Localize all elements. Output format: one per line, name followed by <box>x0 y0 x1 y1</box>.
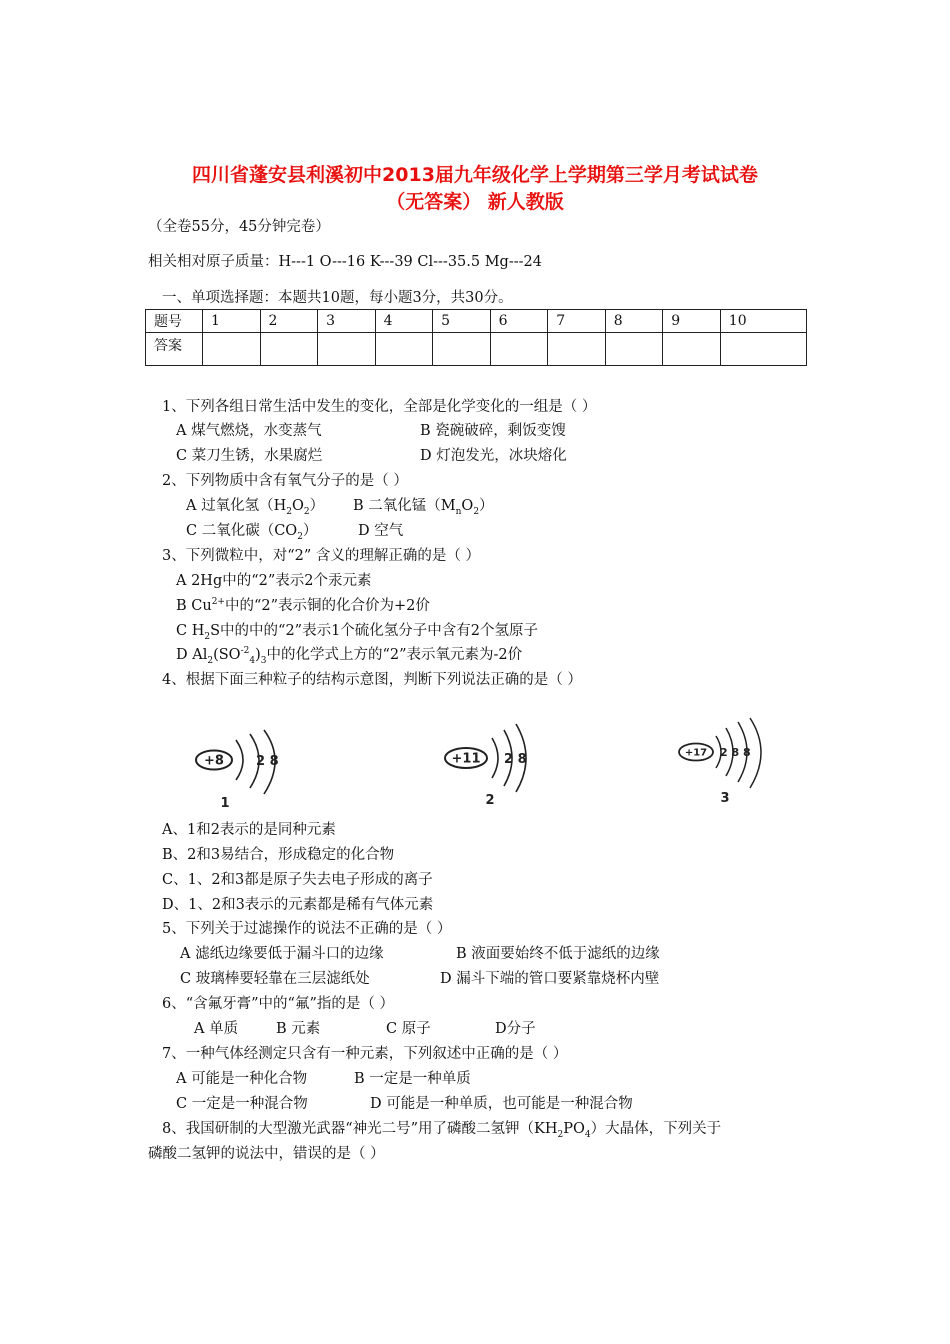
diagram-label: 1 <box>220 796 230 811</box>
table-number-cell: 7 <box>548 310 606 333</box>
electron-shell-arc <box>492 738 498 778</box>
q5-stem: 5、下列关于过滤操作的说法不正确的是（ ） <box>162 921 452 937</box>
exam-title-line1: 四川省蓬安县利溪初中2013届九年级化学上学期第三学月考试试卷 <box>192 164 758 186</box>
q4-option-d: D、1、2和3表示的元素都是稀有气体元素 <box>162 897 434 913</box>
q2-option-c: C 二氧化碳$(CO_2)$ <box>186 523 318 542</box>
q4-stem: 4、根据下面三种粒子的结构示意图，判断下列说法正确的是（ ） <box>162 672 582 688</box>
q2-stem: 2、下列物质中含有氧气分子的是（ ） <box>162 473 408 489</box>
answer-table-number-row <box>146 310 807 333</box>
shell-electrons: 2 8 8 <box>720 746 751 759</box>
table-head-answer: 答案 <box>146 333 203 366</box>
q7-option-c: C 一定是一种混合物 <box>176 1096 308 1112</box>
atom-structure-diagram-3 <box>676 716 796 806</box>
q3-stem: 3、下列微粒中，对“2” 含义的理解正确的是（ ） <box>162 548 480 564</box>
answer-cell <box>548 333 606 366</box>
electron-shell-arc <box>236 740 243 780</box>
q2-option-a: A 过氧化氢$(H_2O_2)$ <box>186 498 325 517</box>
q4-option-b: B、2和3易结合，形成稳定的化合物 <box>162 847 395 863</box>
q2-option-d: D 空气 <box>358 523 404 539</box>
nucleus-charge: +17 <box>684 747 708 759</box>
answer-table-answer-row <box>146 333 807 366</box>
answer-cell <box>433 333 491 366</box>
q5-option-a: A 滤纸边缘要低于漏斗口的边缘 <box>180 946 384 962</box>
q6-stem: 6、“含氟牙膏”中的“氟”指的是（ ） <box>162 996 394 1012</box>
q1-option-b: B 瓷碗破碎，剩饭变馊 <box>420 423 566 439</box>
q3-option-d: D $Al_2(SO^{-2}_4)_3$中的化学式上方的“2”表示氧元素为-2价 <box>176 646 523 666</box>
table-number-cell: 8 <box>605 310 663 333</box>
q7-option-a: A 可能是一种化合物 <box>176 1071 308 1087</box>
answer-cell <box>260 333 318 366</box>
q1-option-c: C 菜刀生锈，水果腐烂 <box>176 448 323 464</box>
answer-cell <box>605 333 663 366</box>
q4-option-a: A、1和2表示的是同种元素 <box>162 822 336 838</box>
exam-title-line2: （无答案） 新人教版 <box>386 191 564 213</box>
answer-cell <box>318 333 376 366</box>
q1-stem: 1、下列各组日常生活中发生的变化，全部是化学变化的一组是（ ） <box>162 399 597 415</box>
q7-option-b: B 一定是一种单质 <box>354 1071 471 1087</box>
table-number-cell: 5 <box>433 310 491 333</box>
shell-electrons: 2 8 <box>504 752 527 767</box>
q5-option-d: D 漏斗下端的管口要紧靠烧杯内壁 <box>440 971 660 987</box>
diagram-label: 3 <box>720 791 730 806</box>
electron-shell-arc <box>750 718 761 788</box>
table-number-cell: 2 <box>260 310 318 333</box>
answer-table <box>145 309 807 366</box>
table-number-cell: 9 <box>663 310 721 333</box>
q5-option-c: C 玻璃棒要轻靠在三层滤纸处 <box>180 971 370 987</box>
q2-option-b: B 二氧化锰$(M_nO_2)$ <box>353 498 494 517</box>
nucleus-charge: +8 <box>204 753 224 769</box>
atomic-mass-line: 相关相对原子质量：H---1 O---16 K---39 Cl---35.5 Mg---24 <box>148 254 542 270</box>
q6-option-a: A 单质 <box>194 1021 239 1037</box>
table-number-cell: 3 <box>318 310 376 333</box>
table-head-number: 题号 <box>146 310 203 333</box>
atom-structure-diagram-1 <box>192 728 302 812</box>
q5-option-b: B 液面要始终不低于滤纸的边缘 <box>456 946 660 962</box>
q3-option-c: C $H_2S$中的中的“2”表示1个硫化氢分子中含有2个氢原子 <box>176 623 539 642</box>
diagram-label: 2 <box>485 793 495 808</box>
answer-cell <box>663 333 721 366</box>
shell-electrons: 2 8 <box>256 754 279 769</box>
q6-option-c: C 原子 <box>386 1021 431 1037</box>
q6-option-b: B 元素 <box>276 1021 321 1037</box>
q1-option-d: D 灯泡发光，冰块熔化 <box>420 448 567 464</box>
q1-option-a: A 煤气燃烧，水变蒸气 <box>176 423 322 439</box>
q3-option-b: B $Cu^{2+}$中的“2”表示铜的化合价为+2价 <box>176 597 430 614</box>
atom-structure-diagram-2 <box>440 722 550 808</box>
answer-cell <box>720 333 806 366</box>
answer-cell <box>203 333 261 366</box>
q8-stem: 8、我国研制的大型激光武器“神光二号”用了磷酸二氢钾$(KH_2PO_4)$大晶体，下列关于 <box>162 1121 722 1140</box>
q3-option-a: A 2Hg中的“2”表示2个汞元素 <box>176 573 372 589</box>
section-heading: 一、单项选择题：本题共10题，每小题3分，共30分。 <box>162 290 513 306</box>
table-number-cell: 6 <box>490 310 548 333</box>
q7-stem: 7、一种气体经测定只含有一种元素，下列叙述中正确的是（ ） <box>162 1046 568 1062</box>
q4-option-c: C、1、2和3都是原子失去电子形成的离子 <box>162 872 433 888</box>
q7-option-d: D 可能是一种单质，也可能是一种混合物 <box>370 1096 633 1112</box>
nucleus-charge: +11 <box>451 751 481 767</box>
q6-option-d: D分子 <box>495 1021 536 1037</box>
exam-note: （全卷55分，45分钟完卷） <box>148 219 330 235</box>
answer-cell <box>375 333 433 366</box>
answer-cell <box>490 333 548 366</box>
table-number-cell: 10 <box>720 310 806 333</box>
table-number-cell: 4 <box>375 310 433 333</box>
q8-stem-line2: 磷酸二氢钾的说法中，错误的是（ ） <box>148 1146 385 1162</box>
table-number-cell: 1 <box>203 310 261 333</box>
